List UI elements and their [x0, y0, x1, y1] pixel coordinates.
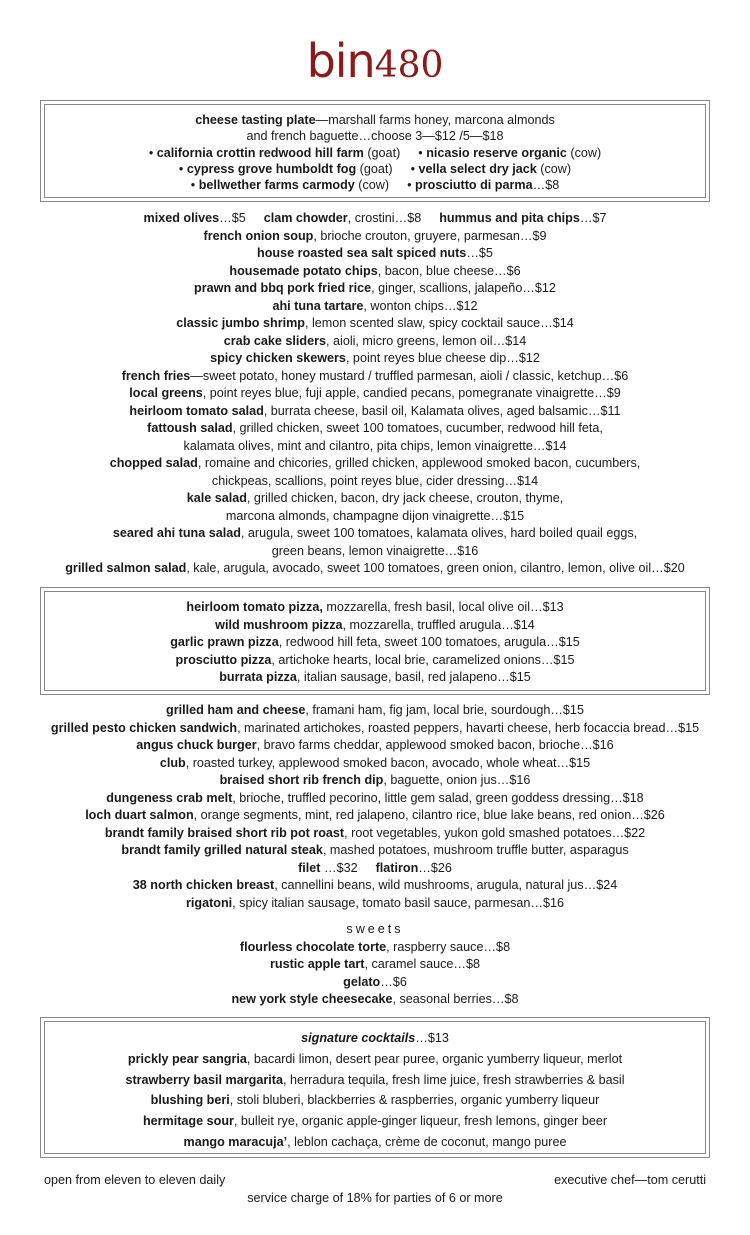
menu-line: heirloom tomato salad, burrata cheese, basil oil, Kalamata olives, aged balsamic…$11 [129, 403, 621, 418]
menu-line: ahi tuna tartare, wonton chips…$12 [272, 298, 478, 313]
menu-line: grilled salmon salad, kale, arugula, avocado, sweet 100 tomatoes, green onion, cilantro, lemon, olive oil…$20 [65, 561, 685, 575]
logo-word: bin [306, 34, 375, 88]
menu-line: crab cake sliders, aioli, micro greens, lemon oil…$14 [223, 333, 527, 348]
menu-line: grilled ham and cheese, framani ham, fig jam, local brie, sourdough…$15 [166, 703, 584, 717]
menu-line: strawberry basil margarita, herradura tequila, fresh lime juice, fresh strawberries & basil [125, 1072, 625, 1087]
menu-line: spicy chicken skewers, point reyes blue cheese dip…$12 [210, 351, 540, 365]
cheese-line: • california crottin redwood hill farm (goat) • nicasio reserve organic (cow) [148, 145, 602, 160]
menu-line: burrata pizza, italian sausage, basil, red jalapeno…$15 [219, 670, 531, 684]
menu-line: loch duart salmon, orange segments, mint, red jalapeno, cilantro rice, blue lake beans, red onion…$26 [85, 808, 665, 822]
menu-line: french fries—sweet potato, honey mustard / truffled parmesan, aioli / classic, ketchup…$6 [121, 368, 629, 383]
cheese-box [44, 104, 706, 198]
menu-line: angus chuck burger, bravo farms cheddar, applewood smoked bacon, brioche…$16 [136, 738, 614, 752]
menu-line: seared ahi tuna salad, arugula, sweet 100 tomatoes, kalamata olives, hard boiled quail eggs, [112, 526, 638, 540]
menu-line: prosciutto pizza, artichoke hearts, local brie, caramelized onions…$15 [175, 652, 575, 667]
appetizers-section [0, 210, 750, 578]
menu-line: classic jumbo shrimp, lemon scented slaw, spicy cocktail sauce…$14 [176, 316, 574, 330]
pizza-box [44, 591, 706, 691]
menu-line: 38 north chicken breast, cannellini beans, wild mushrooms, arugula, natural jus…$24 [132, 878, 618, 892]
sweets-heading: sweets [346, 922, 404, 936]
menu-line: chickpeas, scallions, point reyes blue, cider dressing…$14 [211, 473, 539, 488]
cocktails-heading: signature cocktails…$13 [301, 1031, 449, 1045]
menu-line: braised short rib french dip, baguette, onion jus…$16 [219, 773, 531, 787]
menu-line: garlic prawn pizza, redwood hill feta, sweet 100 tomatoes, arugula…$15 [170, 635, 580, 649]
menu-line: rustic apple tart, caramel sauce…$8 [270, 957, 480, 971]
menu-line: mango maracuja’, leblon cachaça, crème de coconut, mango puree [183, 1134, 567, 1149]
menu-line: grilled pesto chicken sandwich, marinated artichokes, roasted peppers, havarti cheese, herb focaccia bread…$15 [50, 720, 700, 735]
menu-line: club, roasted turkey, applewood smoked bacon, avocado, whole wheat…$15 [159, 755, 591, 770]
menu-line: wild mushroom pizza, mozzarella, truffled arugula…$14 [215, 617, 535, 632]
logo-number: 480 [374, 45, 444, 86]
menu-line: marcona almonds, champagne dijon vinaigrette…$15 [225, 508, 525, 523]
menu-line: prawn and bbq pork fried rice, ginger, scallions, jalapeño…$12 [194, 281, 556, 295]
cheese-line: • cypress grove humboldt fog (goat) • vella select dry jack (cow) [178, 161, 572, 176]
menu-line: housemade potato chips, bacon, blue cheese…$6 [229, 263, 521, 278]
menu-line: hermitage sour, bulleit rye, organic apple-ginger liqueur, fresh lemons, ginger beer [142, 1114, 608, 1129]
menu-line: rigatoni, spicy italian sausage, tomato basil sauce, parmesan…$16 [185, 895, 564, 910]
menu-line: house roasted sea salt spiced nuts…$5 [257, 246, 493, 260]
menu-line: brandt family grilled natural steak, mashed potatoes, mushroom truffle butter, asparagus [121, 843, 629, 857]
menu-line: chopped salad, romaine and chicories, grilled chicken, applewood smoked bacon, cucumbers, [109, 456, 641, 470]
menu-line: new york style cheesecake, seasonal berries…$8 [231, 992, 519, 1006]
menu-line: fattoush salad, grilled chicken, sweet 100 tomatoes, cucumber, redwood hill feta, [147, 421, 603, 435]
restaurant-logo [0, 34, 750, 88]
menu-line: gelato…$6 [343, 974, 407, 989]
service-charge-note: service charge of 18% for parties of 6 or more [247, 1191, 503, 1205]
menu-line: green beans, lemon vinaigrette…$16 [271, 543, 479, 558]
menu-line: prickly pear sangria, bacardi limon, desert pear puree, organic yumberry liqueur, merlot [127, 1051, 623, 1066]
menu-line: french onion soup, brioche crouton, gruyere, parmesan…$9 [203, 228, 547, 243]
hours-text: open from eleven to eleven daily [44, 1173, 226, 1187]
menu-line: brandt family braised short rib pot roast, root vegetables, yukon gold smashed potatoes…$22 [104, 825, 646, 840]
mains-section [0, 702, 750, 912]
cocktails-box [44, 1021, 706, 1154]
menu-line: dungeness crab melt, brioche, truffled pecorino, little gem salad, green goddess dressing…$18 [106, 790, 644, 805]
menu-line: flourless chocolate torte, raspberry sauce…$8 [239, 939, 511, 954]
menu-line: kale salad, grilled chicken, bacon, dry jack cheese, crouton, thyme, [186, 491, 564, 505]
menu-line: blushing beri, stoli bluberi, blackberries & raspberries, organic yumberry liqueur [150, 1093, 600, 1108]
chef-credit: executive chef—tom cerutti [554, 1173, 706, 1187]
cheese-line: cheese tasting plate—marshall farms honey, marcona almonds [195, 113, 555, 127]
cheese-line: and french baguette…choose 3—$12 /5—$18 [246, 129, 504, 144]
cheese-line: • bellwether farms carmody (cow) • prosciutto di parma…$8 [190, 178, 560, 193]
menu-line: heirloom tomato pizza, mozzarella, fresh basil, local olive oil…$13 [186, 600, 564, 614]
menu-line: mixed olives…$5 clam chowder, crostini…$8 hummus and pita chips…$7 [143, 211, 607, 225]
sweets-section [0, 921, 750, 1009]
menu-line: local greens, point reyes blue, fuji apple, candied pecans, pomegranate vinaigrette…$9 [129, 386, 621, 400]
menu-line: kalamata olives, mint and cilantro, pita chips, lemon vinaigrette…$14 [183, 438, 567, 453]
menu-line: filet …$32 flatiron…$26 [298, 860, 452, 875]
